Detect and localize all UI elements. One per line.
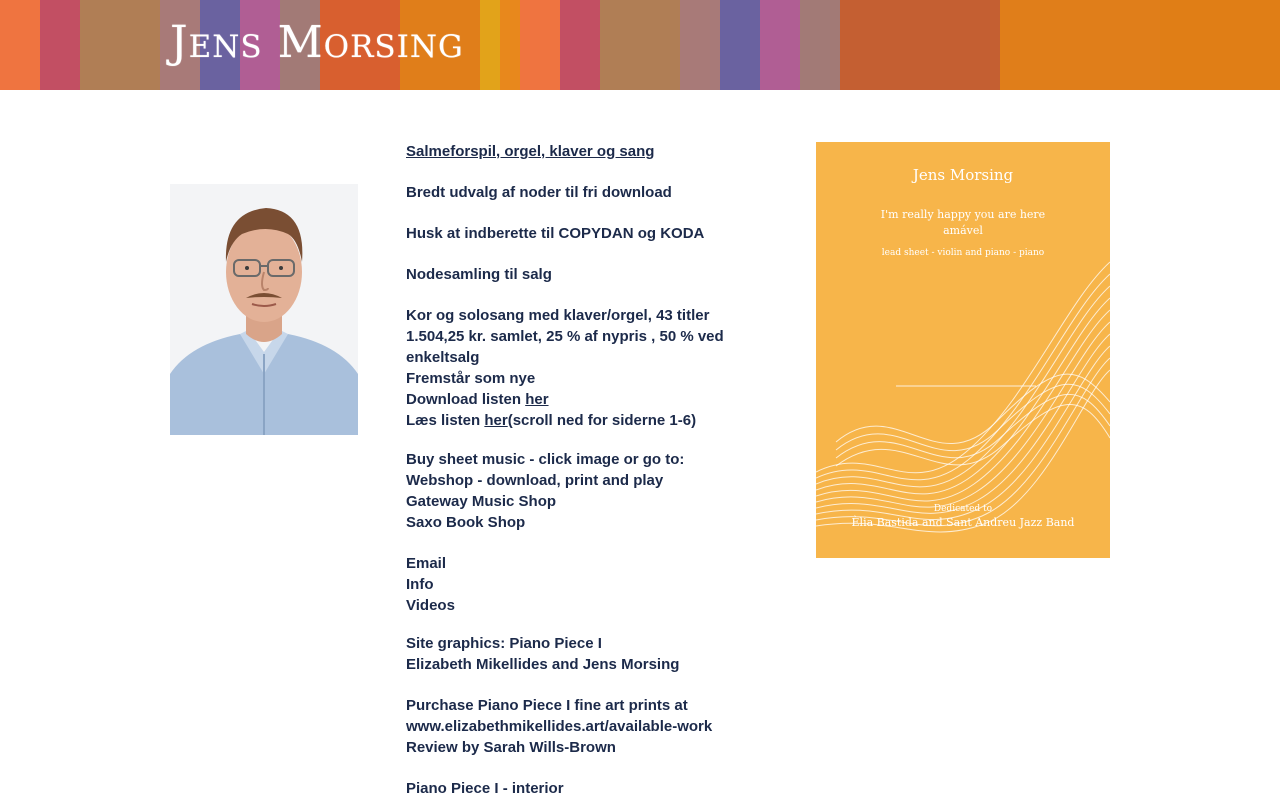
free-download-text[interactable]: Bredt udvalg af noder til fri download [406,184,672,201]
header-stripe [760,0,800,90]
collection-description: Kor og solosang med klaver/orgel, 43 titler [406,307,710,324]
cover-dedication-label: Dedicated to [933,504,993,514]
collection-price: 1.504,25 kr. samlet, 25 % af nypris , 50 % ved enkeltsalg [406,328,724,366]
header-stripe [40,0,80,90]
read-list-note: (scroll ned for siderne 1-6) [507,412,697,429]
cover-dedication-name: Èlia Bastida and Sant Andreu Jazz Band [851,516,1075,529]
header-stripe [640,0,680,90]
header-stripe [120,0,160,90]
header-stripe [520,0,560,90]
cover-wave-art [816,142,1110,558]
header-stripe [560,0,600,90]
main-content [406,141,786,799]
site-title[interactable]: Jens Morsing [170,17,464,68]
download-list-line [406,389,786,410]
portrait-photo [170,184,358,435]
header-stripe [680,0,720,90]
purchase-prints-link[interactable]: www.elizabethmikellides.art/available-work [406,718,713,735]
info-link[interactable]: Info [406,576,434,593]
cover-title: I'm really happy you are here [880,208,1046,221]
site-graphics-title: Site graphics: Piano Piece I [406,635,602,652]
read-list-line [406,410,786,431]
header-stripe [1000,0,1080,90]
email-link[interactable]: Email [406,555,447,572]
videos-link[interactable]: Videos [406,597,455,614]
buy-heading: Buy sheet music - click image or go to: [406,451,685,468]
review-link[interactable]: Review by Sarah Wills-Brown [406,739,616,756]
header-stripe [80,0,120,90]
collection-condition: Fremstår som nye [406,370,536,387]
site-graphics-credit: Elizabeth Mikellides and Jens Morsing [406,656,680,673]
saxo-shop-link[interactable]: Saxo Book Shop [406,514,526,531]
header-stripe [1080,0,1160,90]
read-list-link[interactable]: her [484,412,508,429]
copydan-note: Husk at indberette til COPYDAN og KODA [406,225,705,242]
interior-link[interactable]: Piano Piece I - interior [406,780,564,797]
download-list-link[interactable]: her [525,391,549,408]
header-stripe [1160,0,1240,90]
cover-author: Jens Morsing [912,166,1014,184]
header-stripe [0,0,40,90]
read-list-label: Læs listen [406,412,485,429]
gateway-shop-link[interactable]: Gateway Music Shop [406,493,557,510]
webshop-link[interactable]: Webshop - download, print and play [406,472,664,489]
salmeforspil-link[interactable]: Salmeforspil, orgel, klaver og sang [406,143,655,160]
header-stripe [920,0,1000,90]
header-stripe [600,0,640,90]
cover-title-sub: amável [943,224,983,237]
header-stripe [800,0,840,90]
cover-subtitle: lead sheet - violin and piano - piano [881,248,1045,258]
header-stripe [480,0,500,90]
header-stripe [1240,0,1280,90]
header-stripe [840,0,920,90]
collection-heading[interactable]: Nodesamling til salg [406,266,552,283]
purchase-prints-text: Purchase Piano Piece I fine art prints at [406,697,688,714]
download-list-label: Download listen [406,391,526,408]
header-stripe [500,0,520,90]
header-stripe [720,0,760,90]
portrait-image [170,184,358,435]
sheet-music-cover[interactable] [816,142,1110,558]
